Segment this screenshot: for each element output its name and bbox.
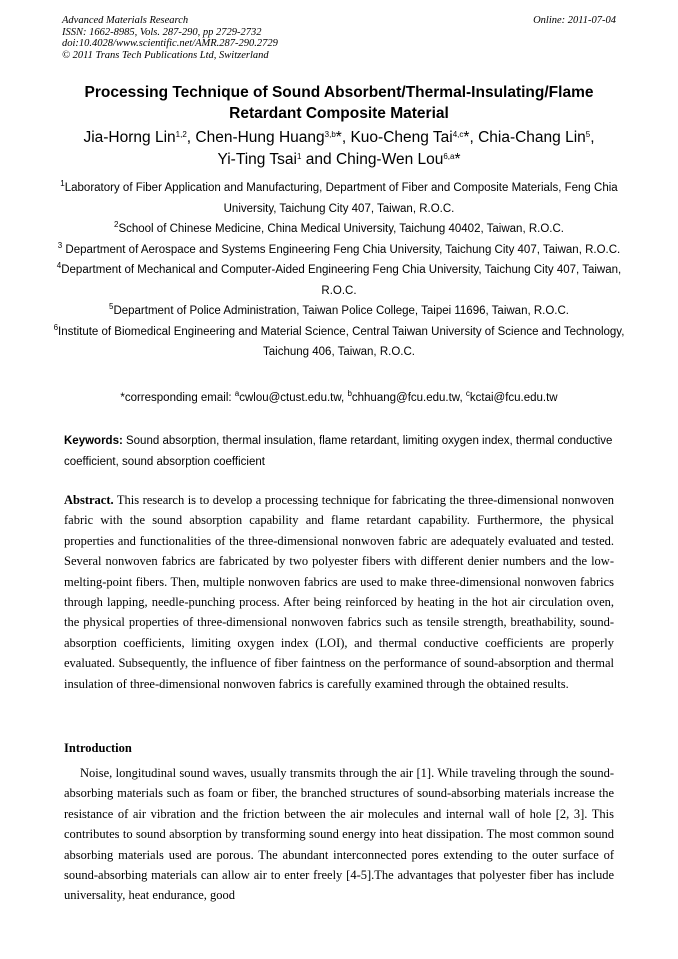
email-sup: b xyxy=(347,389,352,398)
introduction-paragraph: Noise, longitudinal sound waves, usually transmits through the air [1]. While traveling through the sound-absorbing materials such as foam or fiber, the branched structures of sound-absorbing materials increase the resistance of air vibration and the friction between the air molecules and internal wall of hole [2, 3]. This contributes to sound absorption by transforming sound energy into heat dissipation. The most common sound absorbing materials used are porous. The abundant interconnected pores extending to the outer surface of sound-absorbing materials can allow air to enter freely [4-5].The advantages that polyester fiber has include universality, heat endurance, good xyxy=(64,766,614,903)
email-label: *corresponding email: xyxy=(120,392,235,404)
author-sep: , xyxy=(186,129,196,146)
author-sep: , xyxy=(590,129,595,146)
keywords-text: Sound absorption, thermal insulation, flame retardant, limiting oxygen index, thermal conductive coefficient, sound absorption coefficient xyxy=(64,435,613,468)
affiliation-sup: 6 xyxy=(53,322,59,332)
author-sup: 1,2 xyxy=(175,130,187,139)
affiliation-item xyxy=(48,260,630,301)
affiliation-sup: 4 xyxy=(56,261,62,270)
author-sep: , xyxy=(341,129,351,146)
keywords-label: Keywords: xyxy=(64,435,123,447)
affiliation-sup: 3 xyxy=(57,240,63,250)
affiliation-text: Department of Aerospace and Systems Engineering Feng Chia University, Taichung City 407, Taiwan, R.O.C. xyxy=(62,243,621,256)
author-sup: 4,c xyxy=(452,130,464,139)
affiliation-sup: 5 xyxy=(108,302,114,311)
affiliation-sup: 1 xyxy=(60,179,65,188)
affiliation-item xyxy=(48,240,630,261)
doi-line: doi:10.4028/www.scientific.net/AMR.287-290.2729 xyxy=(62,38,278,49)
affiliation-text: School of Chinese Medicine, China Medical University, Taichung 40402, Taiwan, R.O.C. xyxy=(118,223,564,235)
abstract-text: This research is to develop a processing technique for fabricating the three-dimensional nonwoven fabric with the sound absorption capability and flame retardant capability. Furthermore, the physical properties and functionalities of the three-dimensional nonwoven fabric are adequately evaluated and tested. Several nonwoven fabrics are fabricated by two polyester fibers with different denier numbers and the low-melting-point fibers. Then, multiple nonwoven fabrics are used to make three-dimensional nonwoven fabrics through lapping, needle-punching process. After being reinforced by heating in the hot air circulation oven, the physical properties of three-dimensional nonwoven fabrics such as tensile strength, breathability, sound-absorption coefficients, limiting oxygen index (LOI), and thermal conductive coefficients are properly evaluated. Subsequently, the influence of fiber faintness on the performance of sound-absorption and thermal insulation of three-dimensional nonwoven fabrics is carefully examined through the obtained results. xyxy=(64,493,614,691)
author-sup: 5 xyxy=(585,130,591,139)
email-sup: a xyxy=(234,389,240,398)
affiliation-list xyxy=(48,178,630,363)
affiliation-item xyxy=(48,322,630,363)
author-list xyxy=(50,127,628,171)
email-sup: c xyxy=(465,389,470,398)
affiliation-item xyxy=(48,219,630,240)
keywords-block xyxy=(64,431,614,472)
abstract-block xyxy=(64,490,614,694)
email-link[interactable]: kctai@fcu.edu.tw xyxy=(469,392,558,404)
copyright-line: © 2011 Trans Tech Publications Ltd, Switzerland xyxy=(62,49,269,61)
author-name: Chen-Hung Huang xyxy=(195,129,325,146)
journal-name: Advanced Materials Research xyxy=(62,15,189,26)
abstract-label: Abstract. xyxy=(64,493,114,507)
email-link[interactable]: chhuang@fcu.edu.tw, xyxy=(351,392,466,404)
affiliation-text: Institute of Biomedical Engineering and Material Science, Central Taiwan University of Science and Technology, Taichung 406, Taiwan, R.O.C. xyxy=(58,325,625,358)
paper-title: Processing Technique of Sound Absorbent/Thermal-Insulating/Flame Retardant Composite Material xyxy=(84,84,594,122)
journal-header xyxy=(62,15,278,61)
affiliation-text: Department of Mechanical and Computer-Aided Engineering Feng Chia University, Taichung City 407, Taiwan, R.O.C. xyxy=(61,264,622,297)
section-heading: Introduction xyxy=(64,741,132,755)
author-sup: 1 xyxy=(297,152,302,161)
corresponding-star: * xyxy=(463,129,470,146)
affiliation-text: Department of Police Administration, Taiwan Police College, Taipei 11696, Taiwan, R.O.C. xyxy=(113,305,569,317)
author-sep: , xyxy=(469,129,479,146)
issn-line: ISSN: 1662-8985, Vols. 287-290, pp 2729-2732 xyxy=(62,26,262,38)
affiliation-item xyxy=(48,301,630,322)
affiliation-sup: 2 xyxy=(114,220,119,229)
author-name: Kuo-Cheng Tai xyxy=(350,129,453,146)
corresponding-star: * xyxy=(335,129,342,146)
email-link[interactable]: cwlou@ctust.edu.tw, xyxy=(239,392,348,404)
affiliation-text: Laboratory of Fiber Application and Manufacturing, Department of Fiber and Composite Materials, Feng Chia University, Taichung City 407, Taiwan, R.O.C. xyxy=(64,182,618,215)
author-sup: 6,a xyxy=(443,152,455,161)
author-sep: and xyxy=(301,151,336,168)
corresponding-star: * xyxy=(454,151,461,168)
author-name: Ching-Wen Lou xyxy=(335,151,444,168)
author-name: Yi-Ting Tsai xyxy=(217,151,297,168)
author-sup: 3,b xyxy=(324,130,336,139)
affiliation-item xyxy=(48,178,630,219)
author-name: Chia-Chang Lin xyxy=(478,129,586,146)
online-date: Online: 2011-07-04 xyxy=(533,15,616,26)
author-name: Jia-Horng Lin xyxy=(83,129,176,146)
corresponding-email xyxy=(48,390,630,406)
